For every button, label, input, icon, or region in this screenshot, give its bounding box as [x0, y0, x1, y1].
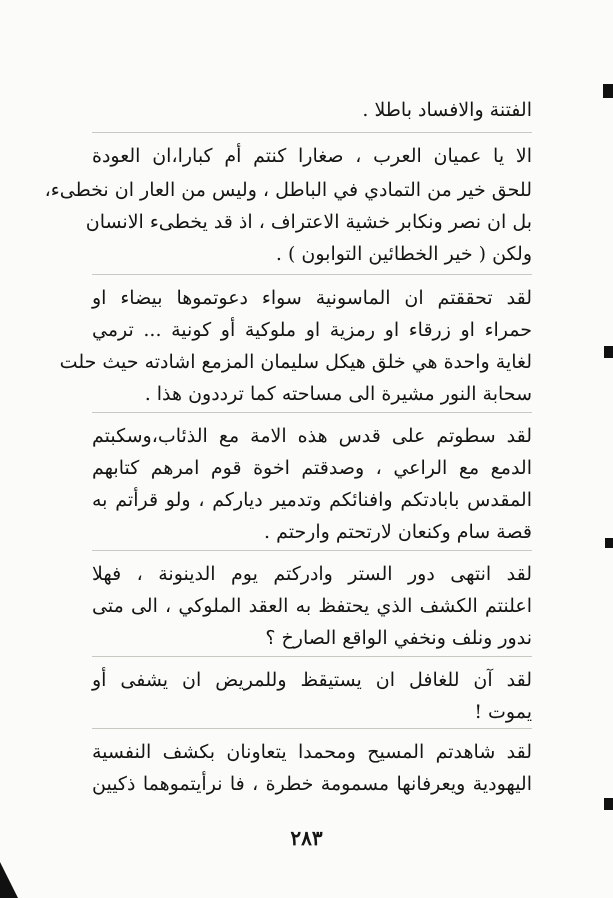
paragraph-divider-5 — [92, 656, 532, 657]
paragraph-divider-1 — [92, 132, 532, 133]
text-line-11: الدمع مع الراعي ، وصدقتم اخوة قوم امرهم كتابهم — [92, 457, 532, 479]
right-edge-mark-middle-top — [604, 346, 613, 358]
text-line-1: الفتنة والافساد باطلا . — [362, 99, 532, 121]
right-edge-mark-bottom — [604, 798, 613, 810]
text-line-13: قصة سام وكنعان لارتحتم وارحتم . — [263, 521, 532, 543]
text-line-7: حمراء او زرقاء او رمزية او ملوكية أو كونية ... ترمي — [92, 319, 532, 341]
bottom-left-corner-mark — [0, 862, 18, 898]
paragraph-divider-2 — [92, 274, 532, 275]
paragraph-divider-4 — [92, 550, 532, 551]
text-line-10: لقد سطوتم على قدس هذه الامة مع الذئاب،وسكبتم — [92, 425, 532, 447]
right-edge-mark-top — [603, 84, 613, 98]
text-line-8: لغاية واحدة هي خلق هيكل سليمان المزمع اشادته حيث حلت — [59, 351, 532, 373]
text-line-19: لقد شاهدتم المسيح ومحمدا يتعاونان بكشف النفسية — [92, 741, 532, 763]
text-line-16: ندور ونلف ونخفي الواقع الصارخ ؟ — [265, 627, 532, 649]
text-line-3: للحق خير من التمادي في الباطل ، وليس من العار ان نخطىء، — [44, 179, 532, 201]
text-line-17: لقد آن للغافل ان يستيقظ وللمريض ان يشفى أو — [92, 669, 532, 691]
text-line-14: لقد انتهى دور الستر وادركتم يوم الدينونة ، فهلا — [92, 563, 532, 585]
paragraph-divider-6 — [92, 728, 532, 729]
page-text — [44, 0, 532, 820]
text-line-2: الا يا عميان العرب ، صغارا كنتم أم كبارا،ان العودة — [92, 145, 532, 167]
text-line-18: يموت ! — [474, 701, 532, 723]
right-edge-mark-middle — [605, 538, 613, 548]
text-line-15: اعلنتم الكشف الذي يحتفظ به العقد الملوكي ، الى متى — [92, 595, 532, 617]
paragraph-divider-3 — [92, 412, 532, 413]
text-line-5: ولكن ( خير الخطائين التوابون ) . — [275, 243, 532, 265]
text-line-4: بل ان نصر ونكابر خشية الاعتراف ، اذ قد يخطىء الانسان — [85, 211, 532, 233]
text-line-12: المقدس بابادتكم وافنائكم وتدمير دياركم ، ولو قرأتم به — [92, 489, 532, 511]
page-number: ٢٨٣ — [290, 826, 323, 850]
text-line-20: اليهودية ويعرفانها مسمومة خطرة ، فا نرأيتموهما ذكيين — [92, 773, 532, 795]
text-line-6: لقد تحققتم ان الماسونية سواء دعوتموها بيضاء او — [92, 287, 532, 309]
text-line-9: سحابة النور مشيرة الى مساحته كما ترددون هذا . — [144, 383, 532, 405]
